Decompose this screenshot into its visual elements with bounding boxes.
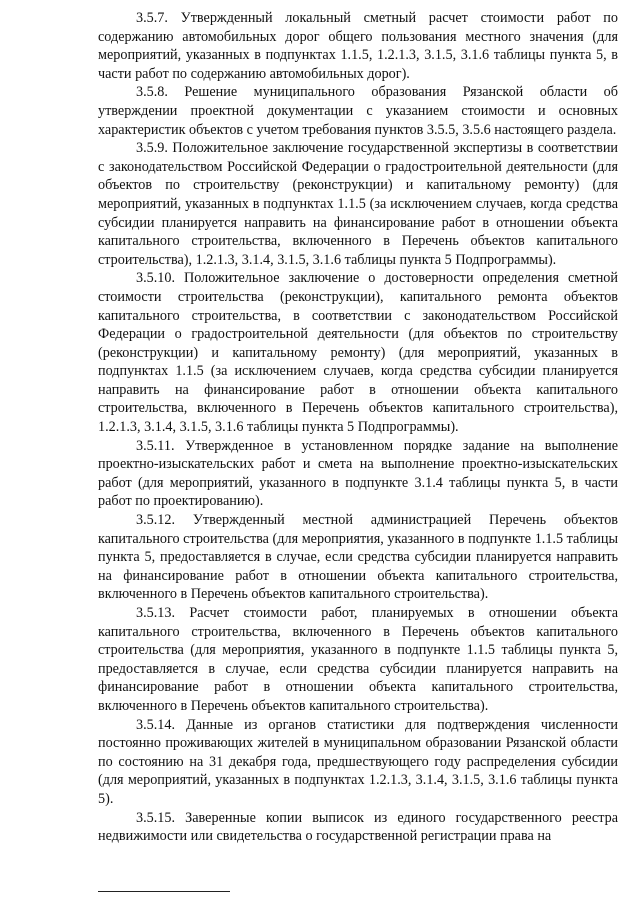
document-body	[98, 9, 618, 846]
paragraph-3-5-15: 3.5.15. Заверенные копии выписок из единого государственного реестра недвижимости или свидетельства о государственной регистрации права на	[98, 809, 618, 845]
paragraph-3-5-14: 3.5.14. Данные из органов статистики для подтверждения численности постоянно проживающих жителей в муниципальном образовании Рязанской области по состоянию на 31 декабря года, предшествующего году распределения субсидии (для мероприятий, указанных в подпунктах 1.2.1.3, 3.1.4, 3.1.5, 3.1.6 таблицы пункта 5).	[98, 716, 618, 807]
paragraph-3-5-12: 3.5.12. Утвержденный местной администрацией Перечень объектов капитального строительства (для мероприятия, указанного в подпункте 1.1.5 таблицы пункта 5, предоставляется в случае, если средства субсидии планируется направить на финансирование работ в отношении объекта капитального строительства, включенного в Перечень объектов капитального строительства).	[98, 512, 618, 603]
paragraph-3-5-8: 3.5.8. Решение муниципального образования Рязанской области об утверждении проектной документации с указанием стоимости и основных характеристик объектов с учетом требования пунктов 3.5.5, 3.5.6 настоящего раздела.	[98, 84, 618, 138]
paragraph-3-5-11: 3.5.11. Утвержденное в установленном порядке задание на выполнение проектно-изыскательских работ и смета на выполнение проектно-изыскательских работ (для мероприятий, указанного в подпункте 3.1.4 таблицы пункта 5, в части работ по проектированию).	[98, 437, 618, 510]
paragraph-3-5-10: 3.5.10. Положительное заключение о достоверности определения сметной стоимости строительства (реконструкции), капитального ремонта объектов капитального строительства, в соответствии с законодательством Российской Федерации о градостроительной деятельности (для объектов по строительству (реконструкции) и капитальному ремонту) (для мероприятий, указанных в подпунктах 1.1.5 (за исключением случаев, когда средства субсидии планируется направить на финансирование работ в отношении объекта капитального строительства, включенного в Перечень объектов капитального строительства), 1.2.1.3, 3.1.4, 3.1.5, 3.1.6 таблицы пункта 5 Подпрограммы).	[98, 270, 618, 436]
paragraph-3-5-9: 3.5.9. Положительное заключение государственной экспертизы в соответствии с законодательством Российской Федерации о градостроительной деятельности (для объектов по строительству (реконструкции) и капитальному ремонту) (для мероприятий, указанных в подпунктах 1.1.5 (за исключением случаев, когда средства субсидии планируется направить на финансирование работ в отношении объекта капитального строительства, включенного в Перечень объектов капитального строительства), 1.2.1.3, 3.1.4, 3.1.5, 3.1.6 таблицы пункта 5 Подпрограммы).	[98, 140, 618, 268]
footnote-separator	[98, 891, 230, 892]
paragraph-3-5-7: 3.5.7. Утвержденный локальный сметный расчет стоимости работ по содержанию автомобильных дорог общего пользования местного значения (для мероприятий, указанных в подпунктах 1.1.5, 1.2.1.3, 3.1.5, 3.1.6 таблицы пункта 5, в части работ по содержанию автомобильных дорог).	[98, 10, 618, 82]
paragraph-3-5-13: 3.5.13. Расчет стоимости работ, планируемых в отношении объекта капитального строительства, включенного в Перечень объектов капитального строительства (для мероприятия, указанного в подпункте 1.1.5 таблицы пункта 5, предоставляется в случае, если средства субсидии планируется направить на финансирование работ в отношении объекта капитального строительства, включенного в Перечень объектов капитального строительства).	[98, 605, 618, 714]
